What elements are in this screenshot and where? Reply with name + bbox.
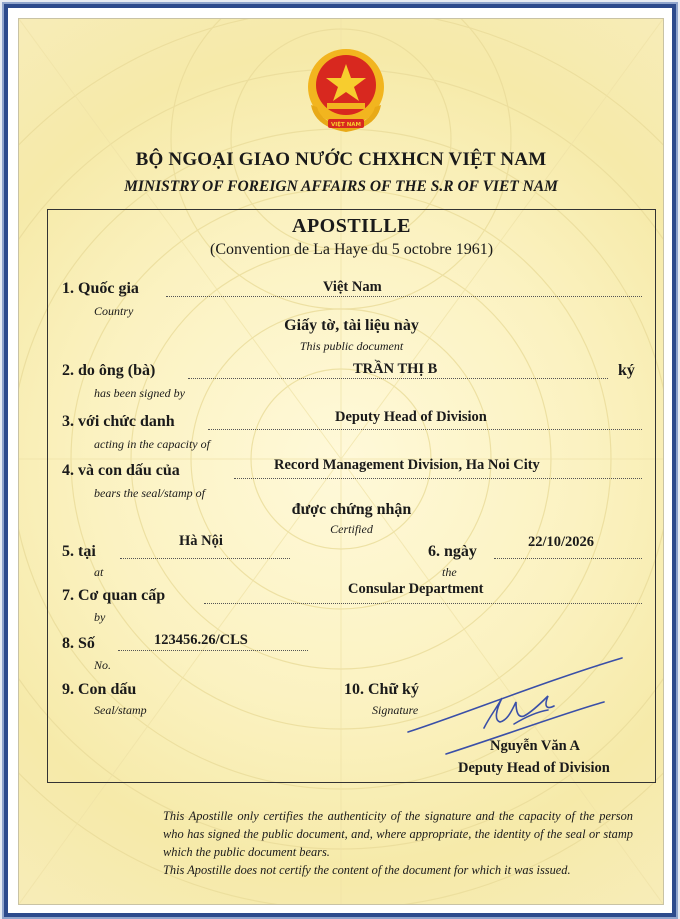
place-dotted-line	[120, 558, 290, 559]
apostille-box	[47, 209, 656, 783]
notice-line-2: This Apostille does not certify the content of the document for which it was issued.	[163, 863, 571, 877]
country-sublabel: Country	[94, 304, 134, 318]
national-emblem-icon	[301, 47, 391, 137]
capacity-sublabel: acting in the capacity of	[94, 437, 210, 451]
authority-dotted-line	[204, 603, 642, 604]
public-document-sublabel: This public document	[299, 339, 404, 353]
seal-of-value: Record Management Division, Ha Noi City	[274, 457, 540, 473]
signed-by-dotted-line	[188, 378, 608, 379]
capacity-label: 3. với chức danh	[62, 413, 175, 430]
signed-by-value: TRẦN THỊ B	[353, 361, 438, 377]
seal-of-dotted-line	[234, 478, 642, 479]
number-value: 123456.26/CLS	[154, 632, 248, 648]
apostille-title: APOSTILLE	[292, 215, 411, 237]
signature-label: 10. Chữ ký	[344, 681, 419, 698]
authority-value: Consular Department	[348, 581, 484, 597]
notice-line-1: This Apostille only certifies the authenticity of the signature and the capacity of the person who has signed the public document, and, where appropriate, the identity of the seal or stamp which the public document bears.	[163, 809, 633, 859]
number-dotted-line	[118, 650, 308, 651]
public-document-label: Giấy tờ, tài liệu này	[284, 317, 419, 334]
date-sublabel: the	[442, 565, 457, 579]
signer-title: Deputy Head of Division	[458, 760, 610, 776]
signature-sublabel: Signature	[372, 703, 419, 717]
country-label: 1. Quốc gia	[62, 280, 139, 297]
date-dotted-line	[494, 558, 642, 559]
number-label: 8. Số	[62, 635, 95, 652]
place-label: 5. tại	[62, 543, 96, 560]
apostille-notice	[163, 807, 633, 879]
signed-by-label: 2. do ông (bà)	[62, 362, 156, 379]
authority-sublabel: by	[94, 610, 106, 624]
document-frame	[4, 4, 676, 917]
certified-label: được chứng nhận	[291, 501, 412, 518]
seal-label: 9. Con dấu	[62, 681, 137, 698]
convention-subtitle: (Convention de La Haye du 5 octobre 1961)	[209, 241, 494, 258]
country-dotted-line	[166, 296, 642, 297]
certificate-paper	[18, 18, 664, 905]
signed-by-sublabel: has been signed by	[94, 386, 185, 400]
certified-sublabel: Certified	[330, 522, 373, 536]
signed-by-suffix: ký	[618, 362, 635, 379]
seal-sublabel: Seal/stamp	[94, 703, 147, 717]
place-value: Hà Nội	[179, 533, 223, 549]
ministry-name-vn: BỘ NGOẠI GIAO NƯỚC CHXHCN VIỆT NAM	[135, 149, 547, 170]
authority-label: 7. Cơ quan cấp	[62, 587, 166, 604]
number-sublabel: No.	[94, 658, 112, 672]
seal-of-label: 4. và con dấu của	[62, 462, 180, 479]
place-sublabel: at	[94, 565, 104, 579]
signer-name: Nguyễn Văn A	[490, 738, 580, 754]
date-value: 22/10/2026	[528, 534, 595, 550]
country-value: Việt Nam	[323, 279, 382, 295]
emblem-ribbon-text: VIỆT NAM	[330, 122, 362, 128]
seal-of-sublabel: bears the seal/stamp of	[94, 486, 205, 500]
ministry-name-en: MINISTRY OF FOREIGN AFFAIRS OF THE S.R OF VIET NAM	[124, 178, 558, 195]
date-label: 6. ngày	[428, 543, 477, 560]
capacity-dotted-line	[208, 429, 642, 430]
capacity-value: Deputy Head of Division	[335, 409, 487, 425]
